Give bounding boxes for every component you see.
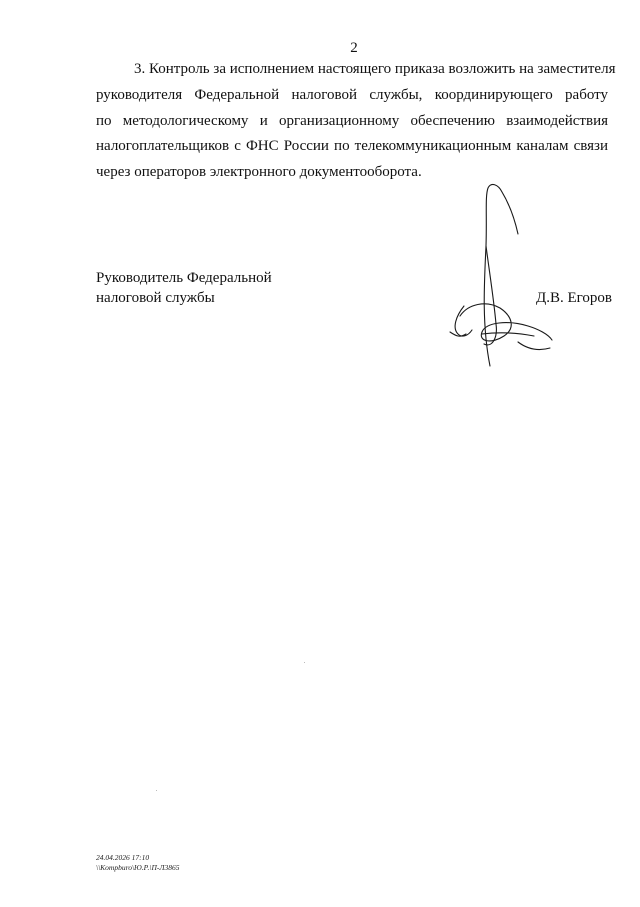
signatory-position (96, 268, 296, 308)
paragraph-line: руководителя Федеральной налоговой службы, координирующего работу (96, 86, 608, 103)
footer-timestamp: 24.04.2026 17:10 (96, 853, 150, 862)
scan-speck (304, 662, 305, 663)
signatory-name: Д.В. Егоров (536, 290, 613, 306)
paragraph-line: по методологическому и организационному обеспечению взаимодействия (96, 112, 608, 129)
order-paragraph (96, 57, 616, 186)
paragraph-line: налогоплательщиков с ФНС России по телекоммуникационным каналам связи (96, 138, 608, 155)
paragraph-line: 3. Контроль за исполнением настоящего приказа возложить на заместителя (134, 61, 616, 77)
handwritten-signature (438, 176, 558, 376)
paragraph-line: через операторов электронного документооборота. (96, 164, 422, 181)
page-number: 2 (350, 40, 358, 56)
footer-reference: \\Kompburo\Ю.Р.\П-Л3865 (96, 862, 180, 872)
signatory-position-line: Руководитель Федеральной (96, 270, 272, 286)
document-footer (96, 853, 179, 872)
scan-speck (156, 790, 157, 791)
signatory-position-line: налоговой службы (96, 290, 215, 306)
